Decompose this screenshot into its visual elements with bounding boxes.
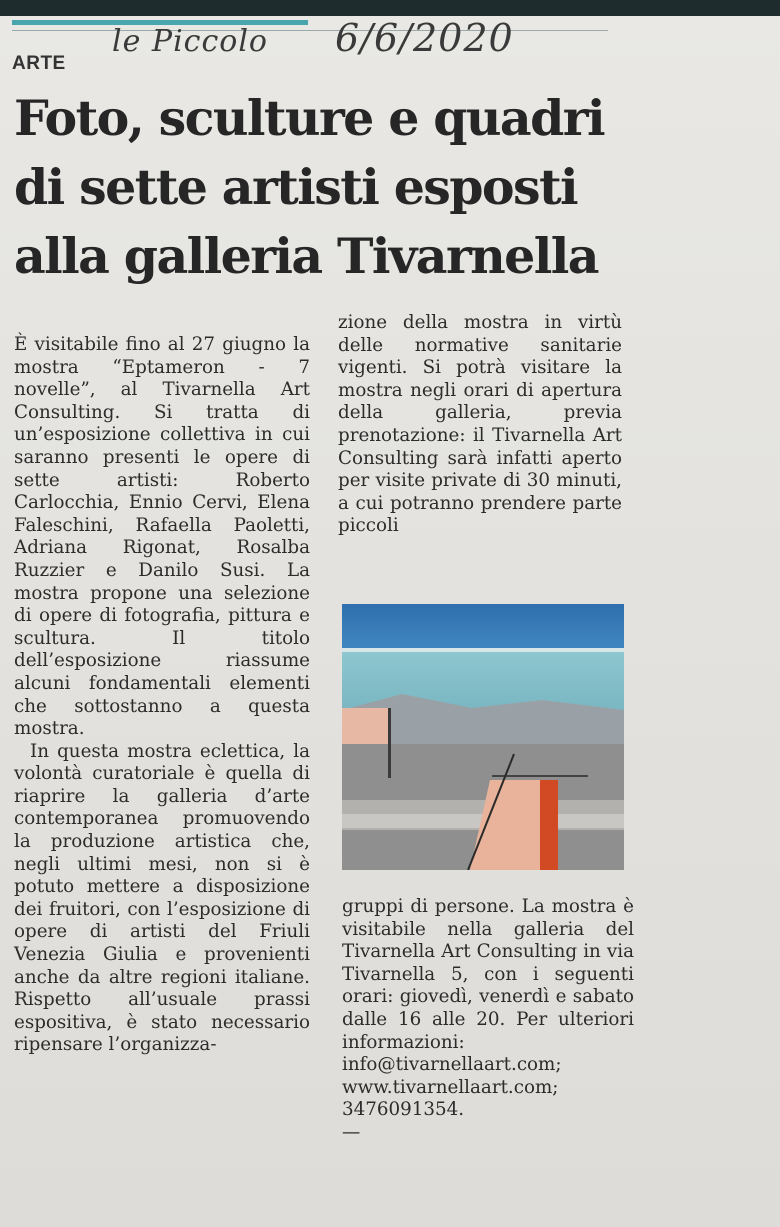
end-mark: — (342, 1121, 361, 1143)
paragraph-4: gruppi di persone. La mostra è visitabile nella galleria del Tivarnella Art Consulting in via Tivarnella 5, con i seguenti orari: giovedì, venerdì e sabato dalle 16 alle 20. Per ulteriori informazioni: info@tivarnellaart.com; www.tivarnellaart.com; 3476091354. (342, 896, 634, 1121)
paragraph-3: zione della mostra in virtù delle normative sanitarie vigenti. Si potrà visitare la mostra negli orari di apertura della galleria, previa prenotazione: il Tivarnella Art Consulting sarà infatti aperto per visite private di 30 minuti, a cui potranno prendere parte piccoli (338, 312, 622, 537)
headline-line-2: di sette artisti esposti (14, 158, 578, 216)
headline-line-3: alla galleria Tivarnella (14, 227, 598, 285)
headline-line-1: Foto, sculture e quadri (14, 89, 604, 147)
top-dark-band (0, 0, 780, 16)
handwritten-newspaper-name: le Piccolo (112, 24, 268, 59)
section-label: ARTE (12, 53, 66, 74)
handwritten-date: 6/6/2020 (335, 16, 514, 60)
paragraph-2: In questa mostra eclettica, la volontà curatoriale è quella di riaprire la galleria d’arte contemporanea promuovendo la produzione artistica che, negli ultimi mesi, non si è potuto mettere a disposizione dei fruitori, con l’esposizione di opere di artisti del Friuli Venezia Giulia e provenienti anche da altre regioni italiane. Rispetto all’usuale prassi espositiva, è stato necessario ripensare l’organizza- (14, 740, 310, 1056)
paragraph-1: È visitabile fino al 27 giugno la mostra “Eptameron - 7 novelle”, al Tivarnella Art Consulting. Si tratta di un’esposizione collettiva in cui saranno presenti le opere di sette artisti: Roberto Carlocchia, Ennio Cervi, Elena Faleschini, Rafaella Paoletti, Adriana Rigonat, Rosalba Ruzzier e Danilo Susi. La mostra propone una selezione di opere di fotografia, pittura e scultura. Il titolo dell’esposizione riassume alcuni fondamentali elementi che sottostanno a questa mostra. (14, 334, 310, 740)
section-divider (12, 30, 608, 31)
article-column-2-bottom (342, 896, 634, 1145)
headline (14, 84, 654, 291)
article-column-2-top (338, 312, 622, 538)
article-column-1 (14, 334, 310, 1057)
artwork-photo (342, 604, 624, 870)
